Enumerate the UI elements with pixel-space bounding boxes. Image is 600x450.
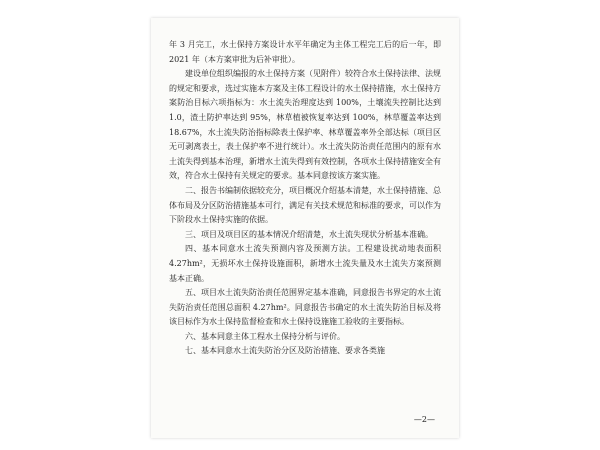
paragraph-0: 年 3 月完工，水土保持方案设计水平年确定为主体工程完工后的后一年，即 2021 年（本方案审批为后补审批）。	[169, 40, 441, 64]
document-body	[169, 38, 441, 359]
paragraph-7: 七、基本同意水土流失防治分区及防治措施、要求各类施	[185, 346, 385, 356]
paragraph-3: 三、项目及项目区的基本情况介绍清楚，水土流失现状分析基本准确。	[185, 229, 433, 239]
document-page	[151, 18, 459, 438]
paragraph-1: 建设单位组织编报的水土保持方案（见附件）较符合水土保持法律、法规的规定和要求，选过实施本方案及主体工程设计的水土保持措施，水土保持方案防治目标六项指标为：水土流失治理度达到 100%，土壤流失控制比达到 1.0，渣土防护率达到 95%，林草植被恢复率达到 100%，林草覆盖率达到 18.67%，水土流失防治指标除表土保护率、林草覆盖率外全部达标（项目区无可剥离表土，表土保护率不进行统计）。水土流失防治责任范围内的原有水土流失得到基本治理，新增水土流失得到有效控制，各项水土保持措施安全有效，符合水土保持有关规定的要求。基本同意按该方案实施。	[169, 69, 441, 181]
paragraph-4: 四、基本同意水土流失预测内容及预测方法。工程建设扰动地表面积 4.27hm²，无损坏水土保持设施面积，新增水土流失量及水土流失方案预测基本正确。	[169, 244, 441, 283]
paragraph-6: 六、基本同意主体工程水土保持分析与评价。	[185, 331, 345, 341]
paragraph-2: 二、报告书编制依据较充分，项目概况介绍基本清楚，水土保持措施、总体布局及分区防治措施基本可行，满足有关技术规范和标准的要求，可以作为下阶段水土保持实施的依据。	[169, 185, 441, 225]
paragraph-5: 五、项目水土流失防治责任范围界定基本准确，同意报告书界定的水土流失防治责任范围总面积 4.27hm²。同意报告书确定的水土流失防治目标及将该目标作为水土保持监督检查和水土保持设施施工验收的主要指标。	[169, 288, 441, 327]
page-number: —2—	[413, 415, 435, 424]
